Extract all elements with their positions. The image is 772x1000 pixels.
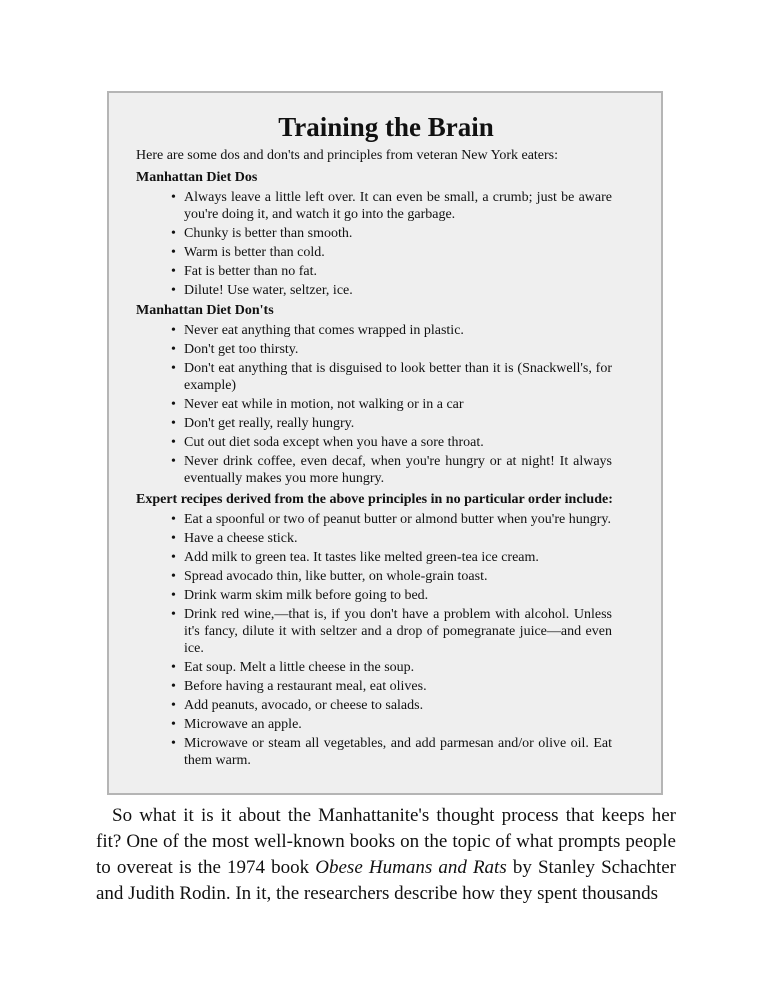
list-item: • Always leave a little left over. It can even be small, a crumb; just be aware you're doing it, and watch it go into the garbage.: [184, 189, 612, 223]
dos-list: [184, 189, 612, 301]
donts-list: [184, 322, 612, 489]
list-item: • Before having a restaurant meal, eat olives.: [184, 678, 612, 695]
body-text-part2: by Stanley Schachter and Judith Rodin. In it, the researchers describe how they spent thousands: [96, 857, 676, 904]
list-item: • Spread avocado thin, like butter, on whole-grain toast.: [184, 568, 612, 585]
list-item: • Never drink coffee, even decaf, when you're hungry or at night! It always eventually makes you more hungry.: [184, 453, 612, 487]
sidebar-title: Training the Brain: [278, 112, 494, 142]
list-item: • Eat a spoonful or two of peanut butter or almond butter when you're hungry.: [184, 511, 612, 528]
book-title: Obese Humans and Rats: [315, 857, 507, 878]
list-item: • Fat is better than no fat.: [184, 263, 612, 280]
list-item: • Never eat while in motion, not walking or in a car: [184, 396, 612, 413]
sidebar-intro: Here are some dos and don'ts and principles from veteran New York eaters:: [136, 148, 559, 163]
list-item: • Drink red wine,—that is, if you don't have a problem with alcohol. Unless it's fancy, dilute it with seltzer and a drop of pomegranate juice—and even ice.: [184, 606, 612, 657]
list-item: • Eat soup. Melt a little cheese in the soup.: [184, 659, 612, 676]
list-item: • Have a cheese stick.: [184, 530, 612, 547]
list-item: • Cut out diet soda except when you have a sore throat.: [184, 434, 612, 451]
list-item: • Never eat anything that comes wrapped in plastic.: [184, 322, 612, 339]
dos-heading: Manhattan Diet Dos: [136, 170, 258, 185]
list-item: • Dilute! Use water, seltzer, ice.: [184, 282, 612, 299]
list-item: • Warm is better than cold.: [184, 244, 612, 261]
list-item: • Don't eat anything that is disguised to look better than it is (Snackwell's, for example): [184, 360, 612, 394]
body-text-part1: So what it is it about the Manhattanite's thought process that keeps her fit? One of the most well-known books on the topic of what prompts people to overeat is the 1974 book: [96, 805, 676, 878]
list-item: • Microwave or steam all vegetables, and add parmesan and/or olive oil. Eat them warm.: [184, 735, 612, 769]
list-item: • Chunky is better than smooth.: [184, 225, 612, 242]
body-paragraph: [96, 803, 676, 907]
list-item: • Drink warm skim milk before going to bed.: [184, 587, 612, 604]
list-item: • Add peanuts, avocado, or cheese to salads.: [184, 697, 612, 714]
donts-heading: Manhattan Diet Don'ts: [136, 303, 274, 318]
recipes-heading: Expert recipes derived from the above principles in no particular order include:: [136, 492, 613, 507]
list-item: • Add milk to green tea. It tastes like melted green-tea ice cream.: [184, 549, 612, 566]
list-item: • Microwave an apple.: [184, 716, 612, 733]
list-item: • Don't get too thirsty.: [184, 341, 612, 358]
recipes-list: [184, 511, 612, 771]
list-item: • Don't get really, really hungry.: [184, 415, 612, 432]
